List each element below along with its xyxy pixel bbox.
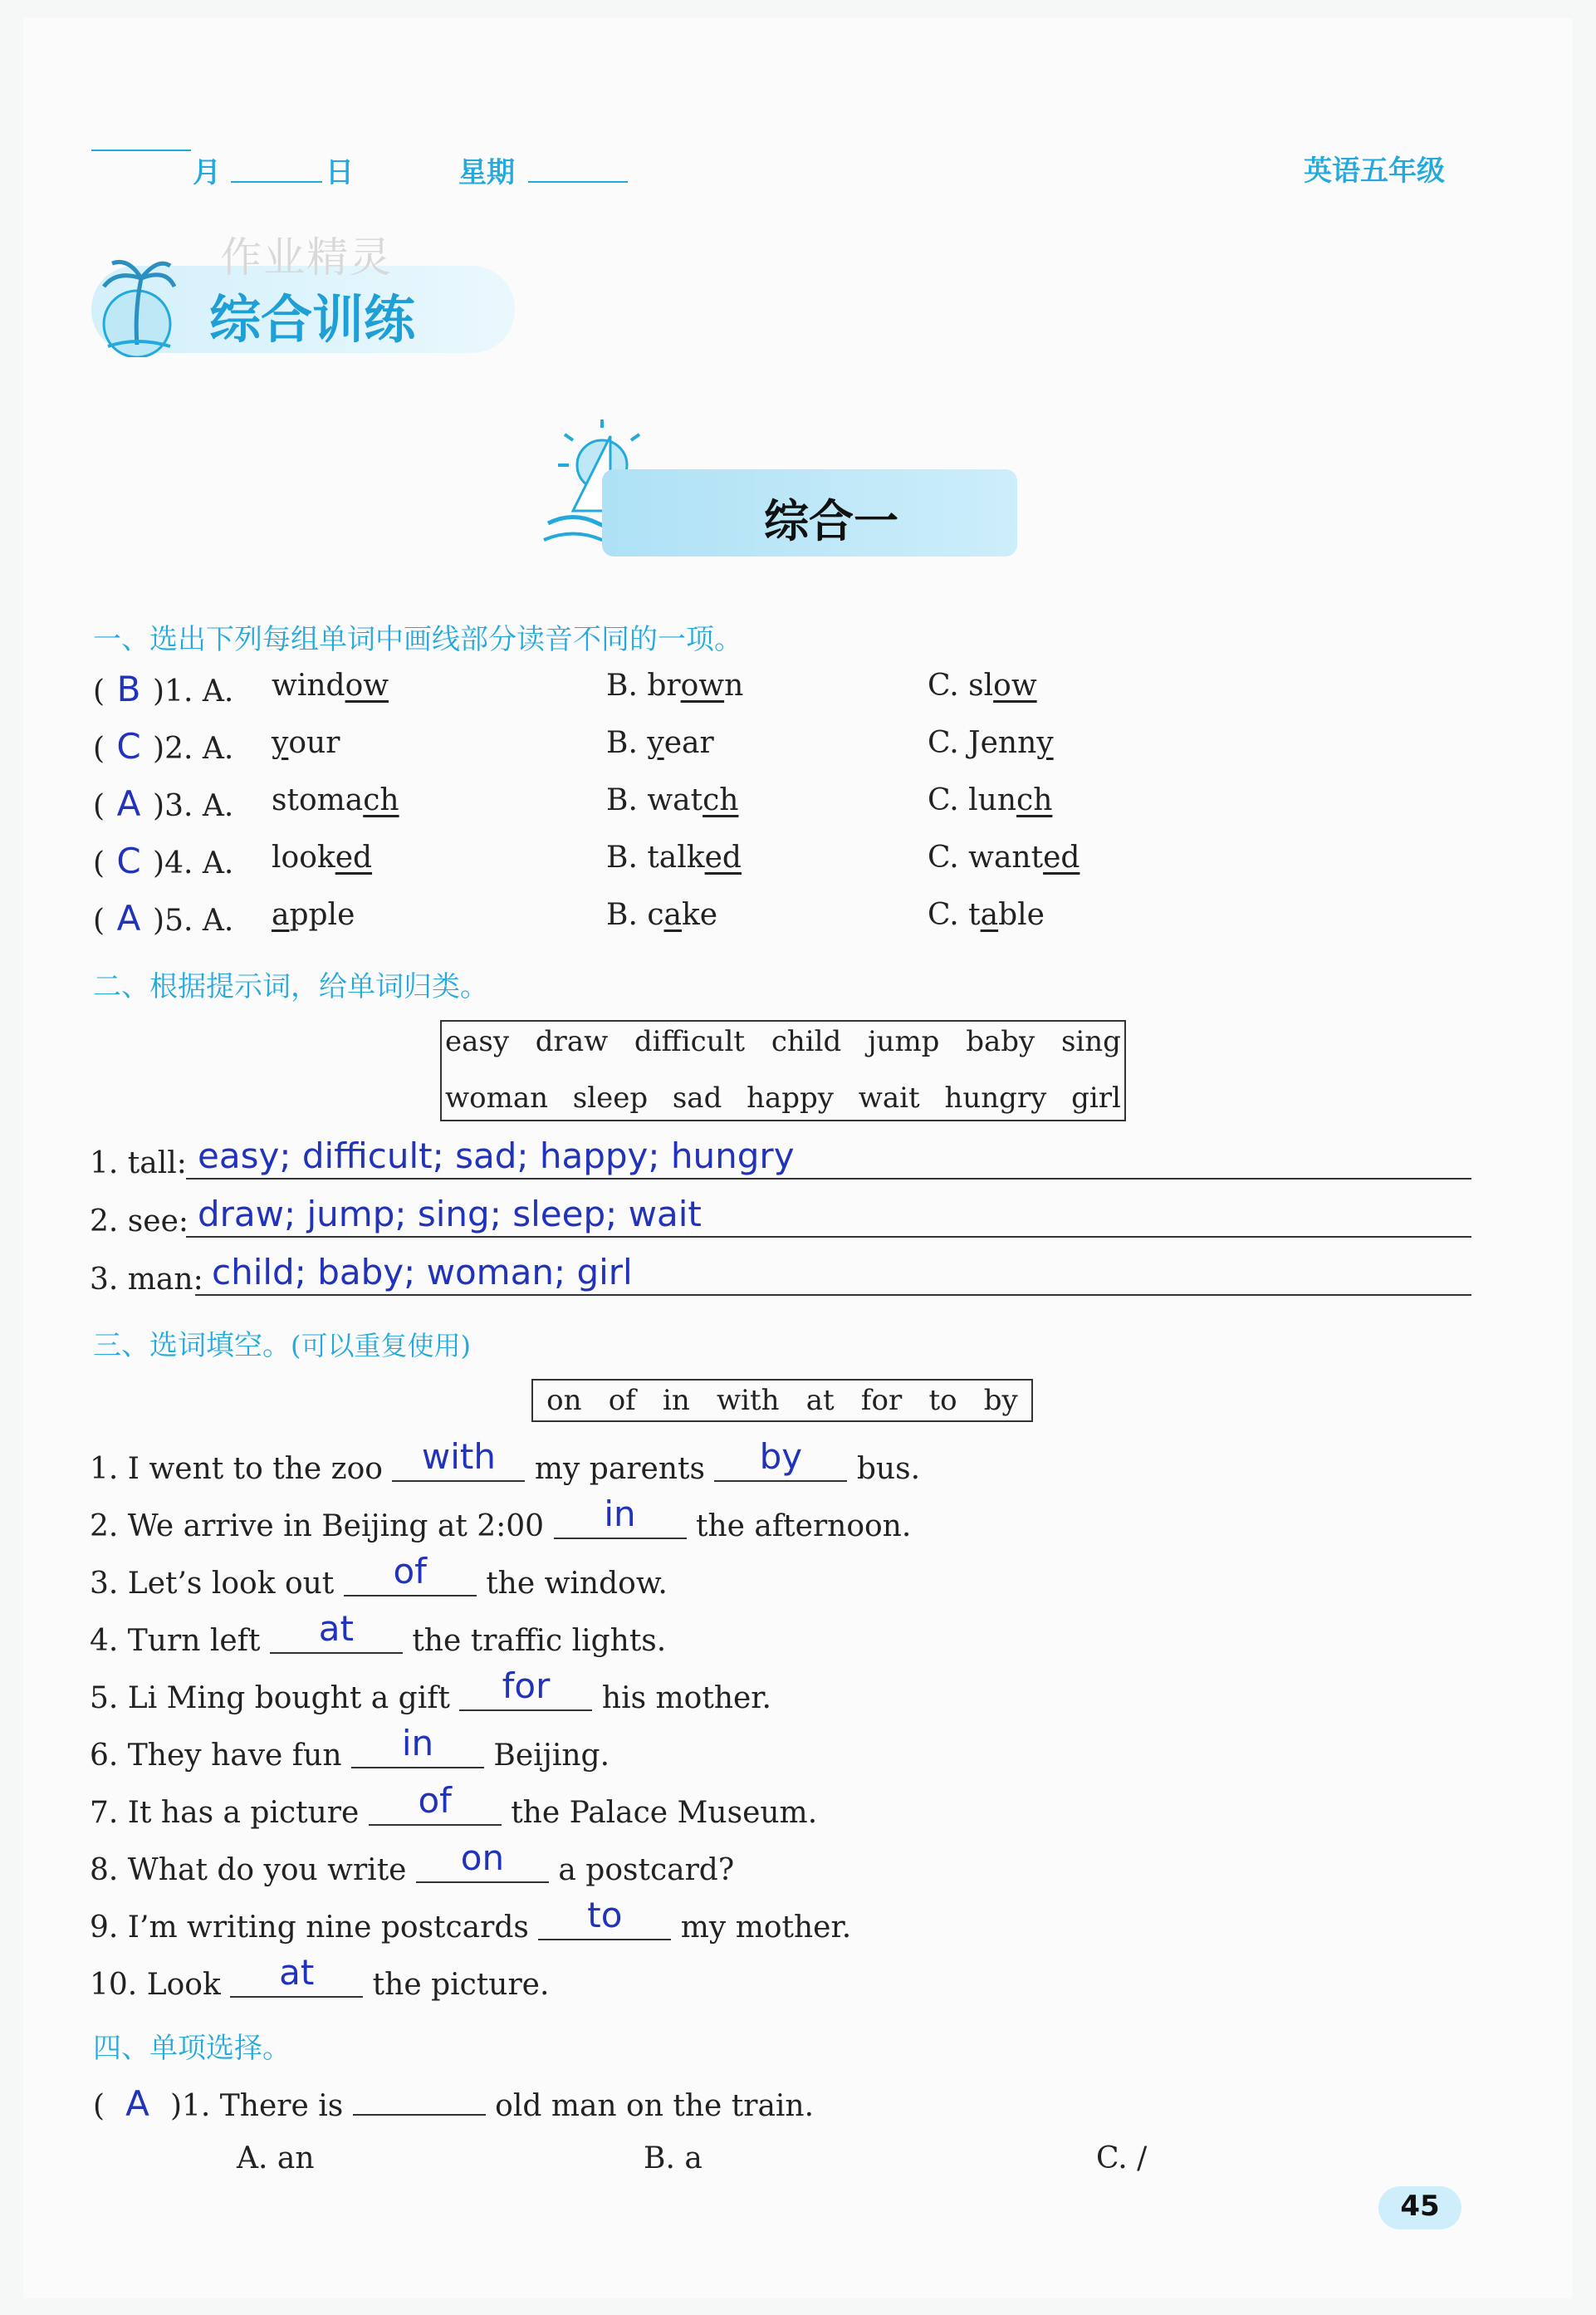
underlined-part: ch: [703, 783, 739, 817]
option-b: B. a: [644, 2141, 703, 2175]
word: on: [546, 1384, 582, 1417]
section3-heading: [93, 1322, 471, 1363]
answer-blank: [230, 1952, 363, 1998]
handwritten-answer: A: [125, 2083, 149, 2124]
choice-question-1: [93, 2083, 814, 2124]
word: child: [771, 1025, 842, 1058]
handwritten-answer: B: [116, 669, 141, 709]
word: by: [983, 1384, 1018, 1417]
sentence-text: 8. What do you write: [90, 1853, 407, 1887]
classify-label: 3. man:: [90, 1263, 203, 1297]
word-part: C. want: [928, 841, 1044, 875]
underlined-part: ed: [1043, 841, 1080, 875]
underlined-part: a: [980, 898, 999, 932]
sentence-text: my parents: [534, 1452, 705, 1486]
answer-blank: [270, 1608, 403, 1654]
answer-blank: [392, 1436, 525, 1482]
sentence-text: 5. Li Ming bought a gift: [90, 1681, 451, 1715]
word: happy: [747, 1081, 835, 1115]
sentence-text: 6. They have fun: [90, 1739, 342, 1773]
underlined-part: ow: [345, 669, 389, 703]
handwritten-answer: for: [502, 1665, 551, 1706]
sentence-text: the Palace Museum.: [511, 1796, 818, 1830]
option-b: [606, 841, 742, 875]
phonics-item: [93, 841, 1089, 881]
answer-line: [186, 1178, 1471, 1180]
underlined-part: ow: [993, 669, 1037, 703]
banner-title: 综合训练: [209, 289, 416, 350]
section3-note: (可以重复使用): [291, 1330, 471, 1361]
word-part: our: [288, 726, 340, 760]
paren-open: (: [93, 904, 105, 938]
answer-line: [186, 1236, 1471, 1238]
underlined-part: y: [272, 726, 289, 760]
handwritten-answer: at: [279, 1952, 315, 1993]
handwritten-answer: C: [116, 726, 141, 767]
option-c: [928, 783, 1052, 817]
option-b: [606, 669, 743, 703]
handwritten-answer: with: [421, 1436, 496, 1477]
section1-heading: 一、选出下列每组单词中画线部分读音不同的一项。: [93, 623, 742, 656]
phonics-item: [93, 669, 1089, 709]
answer-blank: [353, 2086, 486, 2116]
handwritten-answer: C: [116, 841, 141, 881]
word: sleep: [572, 1081, 649, 1115]
word-part: B. br: [606, 669, 681, 703]
word-part: wind: [272, 669, 345, 703]
sentence-text: Beijing.: [493, 1739, 610, 1773]
word-part: B. wat: [606, 783, 703, 817]
option-c: [928, 669, 1037, 703]
answer-line: [195, 1294, 1471, 1296]
handwritten-answer: on: [460, 1837, 505, 1878]
underlined-part: y: [647, 726, 664, 760]
word-part: C. Jenn: [928, 726, 1037, 760]
answer-blank: [344, 1551, 477, 1596]
page-number: 45: [1400, 2190, 1440, 2223]
weekday-blank: [528, 181, 628, 183]
month-blank: [91, 150, 191, 151]
item-number: )5. A.: [153, 904, 234, 938]
option-b: [606, 898, 717, 932]
option-a: [272, 669, 389, 703]
sentence-text: 1. I went to the zoo: [90, 1452, 383, 1486]
option-a: [272, 783, 399, 817]
handwritten-answer: of: [393, 1551, 427, 1592]
handwritten-answer: to: [587, 1895, 623, 1935]
word: difficult: [634, 1025, 746, 1058]
sentence-text: a postcard?: [558, 1853, 735, 1887]
underlined-part: ed: [704, 841, 742, 875]
word: sing: [1060, 1025, 1121, 1058]
option-a: A. an: [237, 2141, 315, 2175]
paren-open: (: [93, 846, 105, 880]
word-part: C. sl: [928, 669, 994, 703]
paren-open: (: [93, 732, 105, 766]
section3-heading-text: 三、选词填空。: [93, 1329, 291, 1362]
underlined-part: ch: [363, 783, 399, 817]
answer-blank: [538, 1895, 671, 1940]
word-part: ble: [998, 898, 1045, 932]
weekday-label: 星期: [458, 156, 515, 189]
underlined-part: ow: [680, 669, 725, 703]
sentence-text: his mother.: [601, 1681, 772, 1715]
handwritten-answer: easy; difficult; sad; happy; hungry: [198, 1135, 795, 1176]
option-c: [928, 898, 1045, 932]
sentence-text: my mother.: [680, 1910, 852, 1945]
option-c: [928, 841, 1080, 875]
paren-open: (: [93, 2089, 105, 2123]
word-part: ke: [681, 898, 718, 932]
preposition-box: [531, 1379, 1033, 1422]
option-a: [272, 841, 372, 875]
sentence-7: [90, 1780, 818, 1830]
answer-blank: [554, 1493, 687, 1539]
sentence-text: 10. Look: [90, 1968, 221, 2002]
classify-label: 2. see:: [90, 1204, 189, 1238]
answer-blank: [714, 1436, 847, 1482]
word-part: C. lun: [928, 783, 1017, 817]
sentence-text: 3. Let’s look out: [90, 1567, 335, 1601]
answer-blank: [459, 1665, 592, 1711]
word-part: B.: [606, 726, 648, 760]
option-c: [928, 726, 1054, 760]
handwritten-answer: at: [318, 1608, 354, 1649]
phonics-item: [93, 898, 1089, 939]
palm-tree-icon: [91, 253, 183, 357]
underlined-part: ed: [335, 841, 373, 875]
answer-blank: [416, 1837, 549, 1883]
word-part: ear: [663, 726, 714, 760]
underlined-part: a: [663, 898, 682, 932]
sentence-text: 7. It has a picture: [90, 1796, 360, 1830]
word-part: pple: [289, 898, 355, 932]
sentence-text: bus.: [856, 1452, 921, 1486]
word: easy: [445, 1025, 510, 1058]
word: sad: [672, 1081, 722, 1115]
handwritten-answer: of: [418, 1780, 452, 1821]
paren-open: (: [93, 789, 105, 823]
word: draw: [535, 1025, 609, 1058]
classify-label: 1. tall:: [90, 1146, 187, 1180]
sentence-4: [90, 1608, 667, 1658]
word: at: [805, 1384, 835, 1417]
subject-label: 英语五年级: [1304, 154, 1445, 188]
item-number: )3. A.: [153, 789, 234, 823]
word: with: [716, 1384, 780, 1417]
phonics-item: [93, 726, 1089, 767]
option-b: [606, 726, 714, 760]
question-text: )1. There is: [169, 2089, 344, 2123]
sentence-2: [90, 1493, 912, 1543]
item-number: )2. A.: [153, 732, 234, 766]
phonics-item: [93, 783, 1089, 824]
sentence-1: [90, 1436, 921, 1486]
paren-open: (: [93, 674, 105, 709]
sentence-3: [90, 1551, 668, 1601]
handwritten-answer: child; baby; woman; girl: [212, 1252, 633, 1292]
option-a: [272, 726, 340, 760]
word: to: [928, 1384, 957, 1417]
sentence-text: 2. We arrive in Beijing at 2:00: [90, 1509, 545, 1543]
item-number: )4. A.: [153, 846, 234, 880]
answer-blank: [369, 1780, 502, 1826]
word: for: [860, 1384, 903, 1417]
sentence-text: the picture.: [372, 1968, 550, 2002]
word: of: [608, 1384, 636, 1417]
handwritten-answer: draw; jump; sing; sleep; wait: [198, 1194, 702, 1234]
sentence-5: [90, 1665, 772, 1715]
item-number: )1. A.: [153, 674, 234, 709]
word: woman: [445, 1081, 548, 1115]
word-box-row1: [445, 1025, 1121, 1058]
word-part: C. t: [928, 898, 981, 932]
sentence-text: the traffic lights.: [412, 1624, 667, 1658]
option-b: [606, 783, 738, 817]
sentence-text: the afternoon.: [695, 1509, 912, 1543]
sentence-6: [90, 1723, 610, 1773]
sentence-text: 4. Turn left: [90, 1624, 261, 1658]
word: in: [662, 1384, 690, 1417]
handwritten-answer: A: [116, 783, 141, 824]
sentence-8: [90, 1837, 735, 1887]
sentence-text: the window.: [486, 1567, 668, 1601]
question-text: old man on the train.: [495, 2089, 815, 2123]
watermark-text: 作业精灵: [220, 233, 393, 282]
word-box: [440, 1020, 1126, 1121]
word: jump: [868, 1025, 940, 1058]
day-blank: [231, 181, 322, 183]
option-a: [272, 898, 355, 932]
word-part: stoma: [272, 783, 364, 817]
section2-heading: 二、根据提示词，给单词归类。: [93, 970, 488, 1003]
word-part: B. c: [606, 898, 664, 932]
sentence-10: [90, 1952, 550, 2002]
word: wait: [858, 1081, 920, 1115]
sentence-9: [90, 1895, 852, 1945]
handwritten-answer: in: [604, 1493, 636, 1534]
underlined-part: y: [1036, 726, 1054, 760]
section4-heading: 四、单项选择。: [93, 2032, 291, 2065]
month-label: 月: [193, 156, 221, 189]
underlined-part: ch: [1016, 783, 1053, 817]
day-label: 日: [326, 156, 354, 189]
word: girl: [1071, 1081, 1121, 1115]
word-part: B. talk: [606, 841, 705, 875]
sentence-text: 9. I’m writing nine postcards: [90, 1910, 529, 1945]
underlined-part: a: [272, 898, 290, 932]
word: hungry: [944, 1081, 1047, 1115]
word-part: look: [272, 841, 335, 875]
word-part: n: [724, 669, 744, 703]
word: baby: [966, 1025, 1035, 1058]
option-c: C. /: [1096, 2141, 1148, 2175]
word-box-row2: [445, 1081, 1121, 1115]
handwritten-answer: A: [116, 898, 141, 939]
handwritten-answer: in: [401, 1723, 434, 1763]
unit-title: 综合一: [764, 495, 898, 547]
answer-blank: [351, 1723, 484, 1768]
handwritten-answer: by: [759, 1436, 803, 1477]
